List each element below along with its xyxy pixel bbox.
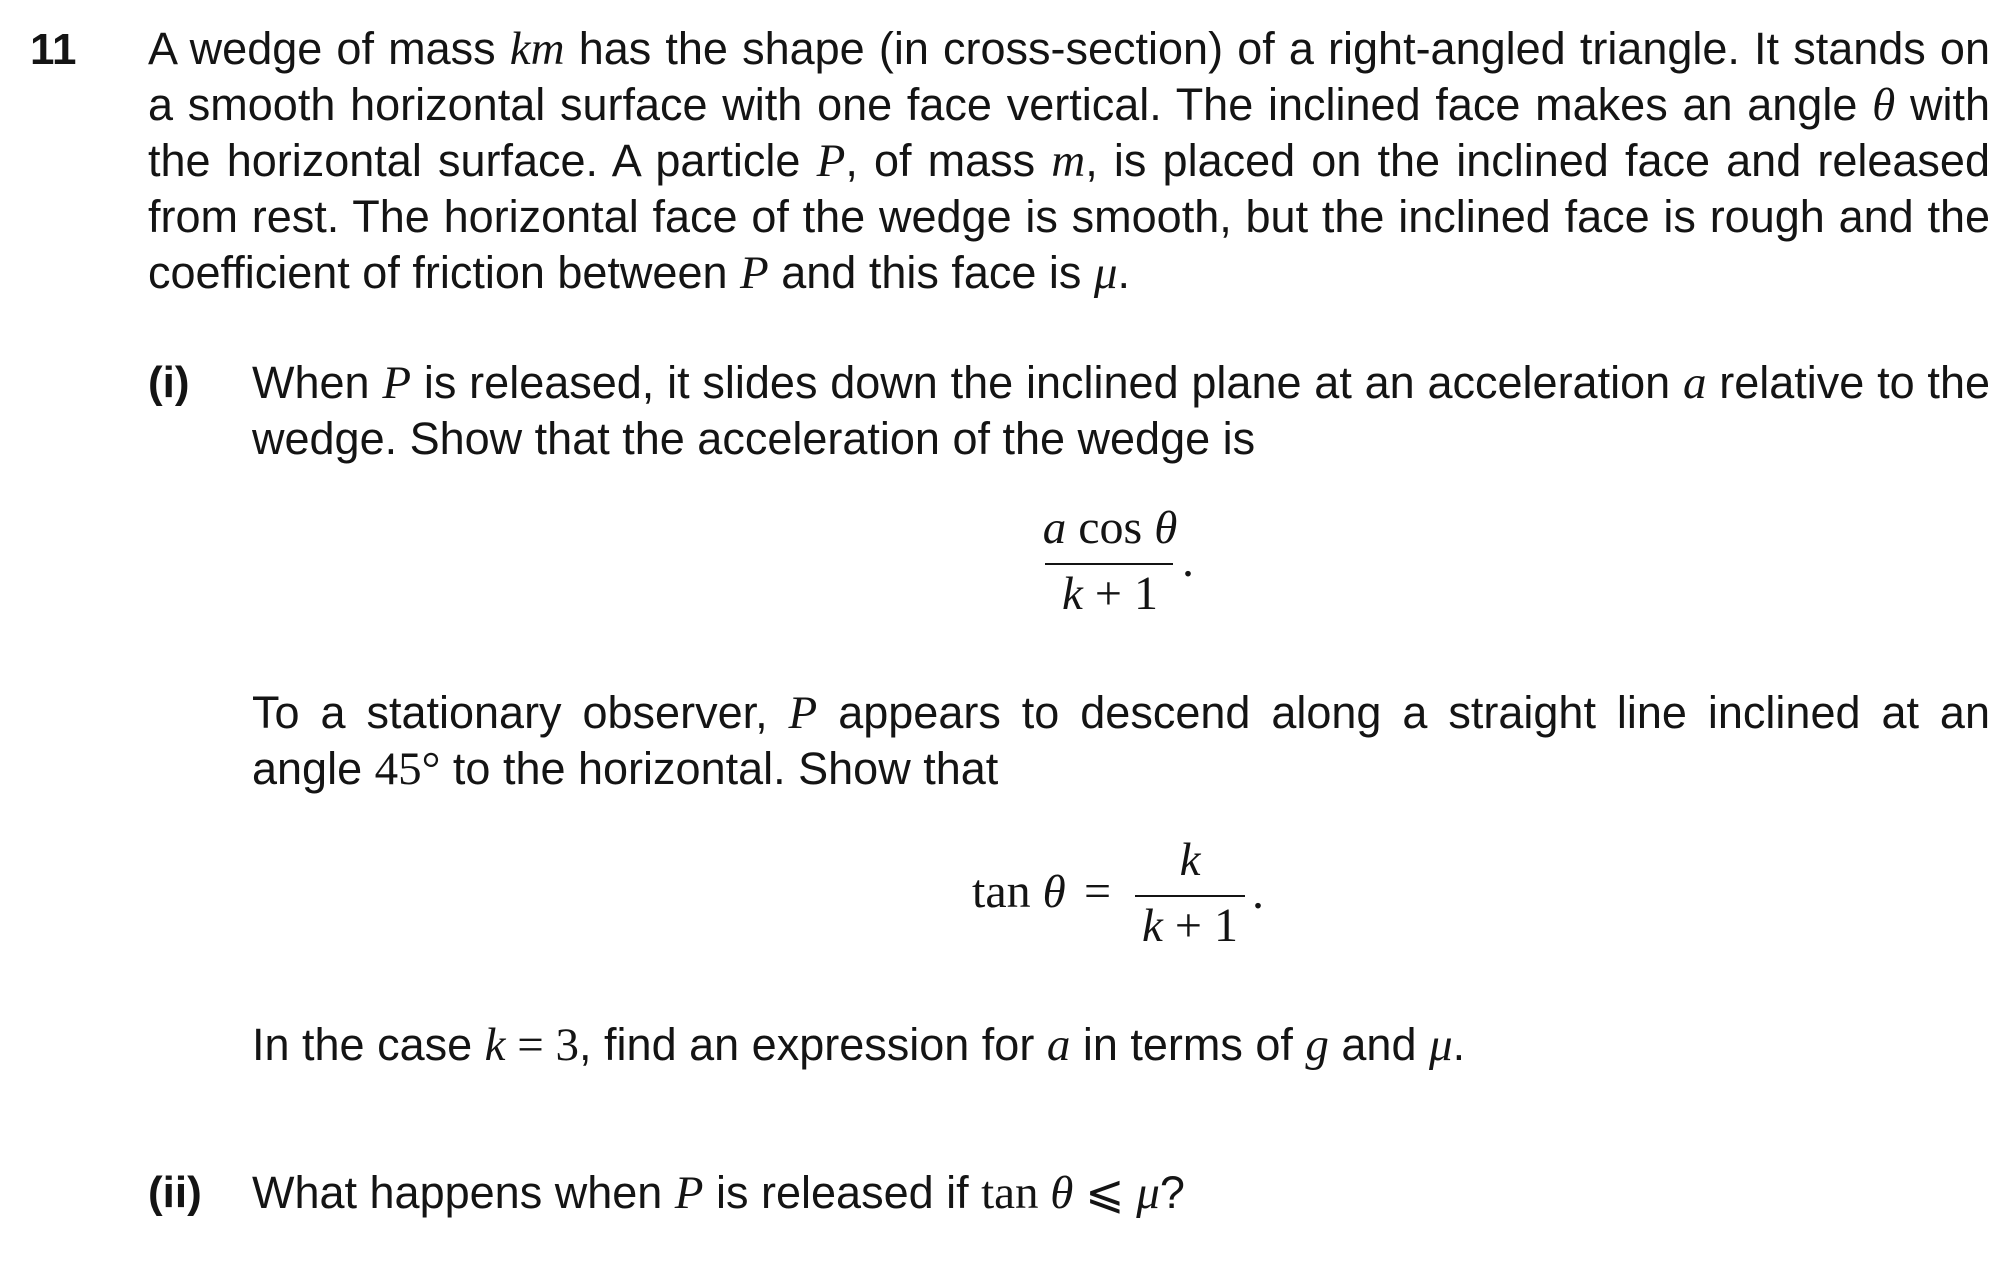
formula1-fraction-bar	[1045, 563, 1173, 565]
formula2-lhs: tan θ	[972, 865, 1066, 918]
intro-line-4: from rest. The horizontal face of the wedge is smooth, but the inclined face is rough and the	[148, 191, 1990, 242]
formula1-denominator: k + 1	[1062, 567, 1158, 620]
intro-line-5: coefficient of friction between P and this face is μ.	[148, 247, 1131, 299]
question-number: 11	[30, 25, 77, 74]
formula1-numerator: a cos θ	[1042, 501, 1178, 554]
formula2-equals: =	[1084, 865, 1112, 918]
formula2-period: .	[1252, 866, 1264, 919]
intro-line-1: A wedge of mass km has the shape (in cross-section) of a right-angled triangle. It stands on	[148, 23, 1990, 75]
part-i-line-4: angle 45° to the horizontal. Show that	[252, 743, 999, 795]
formula2-fraction-bar	[1135, 895, 1245, 897]
part-ii-text: What happens when P is released if tan θ ⩽ μ?	[252, 1167, 1185, 1219]
formula2-numerator: k	[1179, 834, 1201, 886]
intro-line-3: the horizontal surface. A particle P, of mass m, is placed on the inclined face and released	[148, 135, 1990, 187]
part-ii-label: (ii)	[148, 1168, 202, 1217]
part-i-line-3: To a stationary observer, P appears to descend along a straight line inclined at an	[252, 687, 1990, 739]
part-i-line-2: wedge. Show that the acceleration of the wedge is	[252, 413, 1256, 464]
part-i-line-1: When P is released, it slides down the inclined plane at an acceleration a relative to the	[252, 357, 1990, 409]
intro-line-2: a smooth horizontal surface with one face vertical. The inclined face makes an angle θ with	[148, 79, 1990, 131]
formula2-denominator: k + 1	[1142, 899, 1238, 952]
part-i-label: (i)	[148, 358, 190, 407]
formula1-period: .	[1182, 534, 1194, 587]
part-i-line-5: In the case k = 3, find an expression for a in terms of g and μ.	[252, 1019, 1466, 1071]
